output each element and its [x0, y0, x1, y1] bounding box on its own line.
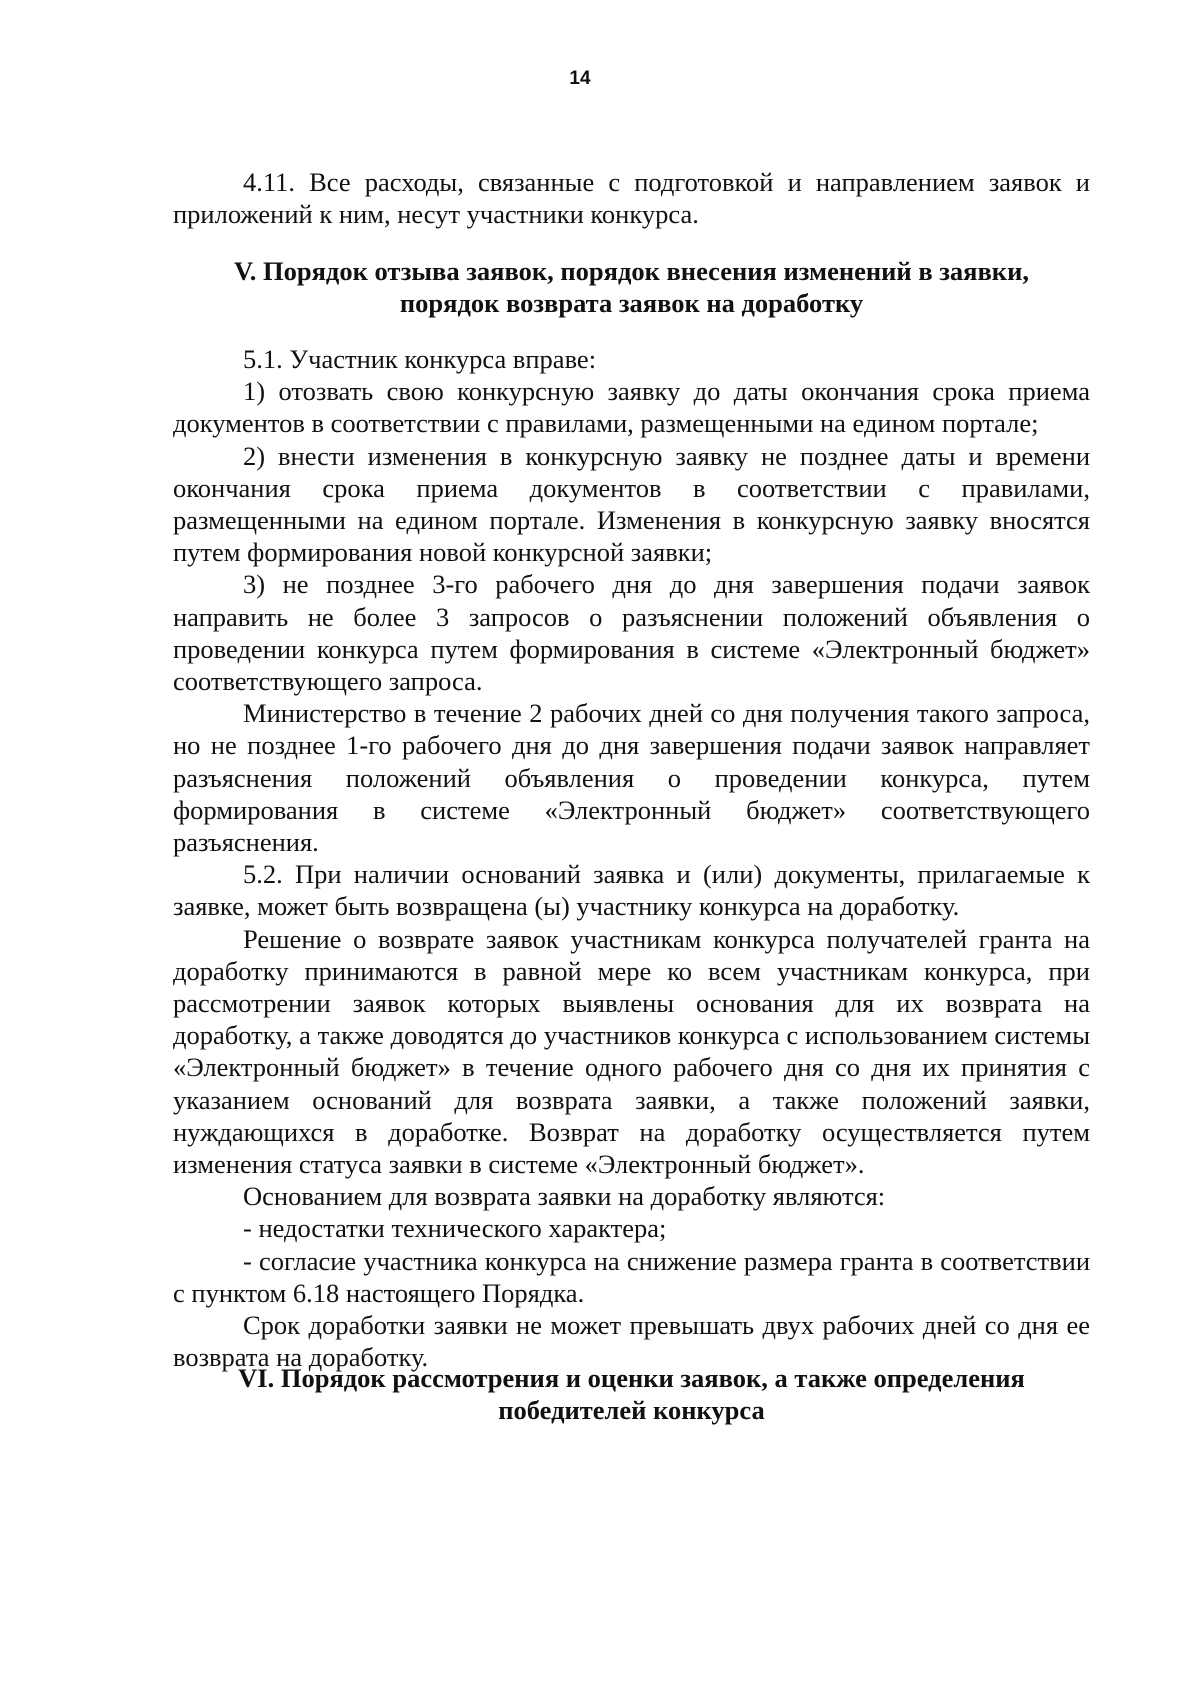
paragraph-ministry: Министерство в течение 2 рабочих дней со дня получения такого запроса, но не позднее 1-го рабочего дня до дня завершения подачи заявок направляет разъяснения положений объявления о проведении конкурса, путем формирования в системе «Электронный бюджет» соответствующего разъяснения. — [173, 698, 1090, 858]
paragraph-item-3: 3) не позднее 3-го рабочего дня до дня завершения подачи заявок направить не более 3 запросов о разъяснении положений объявления о проведении конкурса путем формирования в системе «Электронный бюджет» соответствующего запроса. — [173, 569, 1090, 697]
section-v-heading-line1: V. Порядок отзыва заявок, порядок внесения изменений в заявки, — [234, 256, 1029, 286]
paragraph-5-2: 5.2. При наличии оснований заявка и (или) документы, прилагаемые к заявке, может быть возвращена (ы) участнику конкурса на доработку. — [173, 859, 1090, 922]
section-v-heading-line2: порядок возврата заявок на доработку — [399, 288, 864, 318]
section-v-heading — [173, 255, 1090, 319]
paragraph-return-decision: Решение о возврате заявок участникам конкурса получателей гранта на доработку принимаются в равной мере ко всем участникам конкурса, при рассмотрении заявок которых выявлены основания для их возврата на доработку, а также доводятся до участников конкурса с использованием системы «Электронный бюджет» в течение одного рабочего дня со дня их принятия с указанием оснований для возврата заявки, а также положений заявки, нуждающихся в доработке. Возврат на доработку осуществляется путем изменения статуса заявки в системе «Электронный бюджет». — [173, 923, 1090, 1180]
paragraph-item-2: 2) внести изменения в конкурсную заявку не позднее даты и времени окончания срока приема документов в соответствии с правилами, размещенными на едином портале. Изменения в конкурсную заявку вносятся путем формирования новой конкурсной заявки; — [173, 440, 1090, 568]
paragraph-revision-term: Срок доработки заявки не может превышать двух рабочих дней со дня ее возврата на доработку. — [173, 1310, 1090, 1373]
intro-paragraph: 4.11. Все расходы, связанные с подготовкой и направлением заявок и приложений к ним, несут участники конкурса. — [173, 167, 1090, 230]
paragraph-item-1: 1) отозвать свою конкурсную заявку до даты окончания срока приема документов в соответствии с правилами, размещенными на едином портале; — [173, 376, 1090, 439]
paragraph-5-1: 5.1. Участник конкурса вправе: — [243, 344, 597, 374]
section-v-body — [173, 343, 1090, 1374]
intro-block — [173, 166, 1090, 230]
section-vi-heading-line2: победителей конкурса — [498, 1395, 765, 1425]
paragraph-ground-consent: - согласие участника конкурса на снижение размера гранта в соответствии с пунктом 6.18 настоящего Порядка. — [173, 1245, 1090, 1308]
paragraph-ground-technical: - недостатки технического характера; — [243, 1213, 667, 1244]
paragraph-grounds-intro: Основанием для возврата заявки на доработку являются: — [243, 1181, 886, 1212]
section-vi-heading-line1: VI. Порядок рассмотрения и оценки заявок, а также определения — [238, 1363, 1025, 1393]
page-number: 14 — [569, 68, 591, 89]
section-vi-heading — [173, 1362, 1090, 1426]
